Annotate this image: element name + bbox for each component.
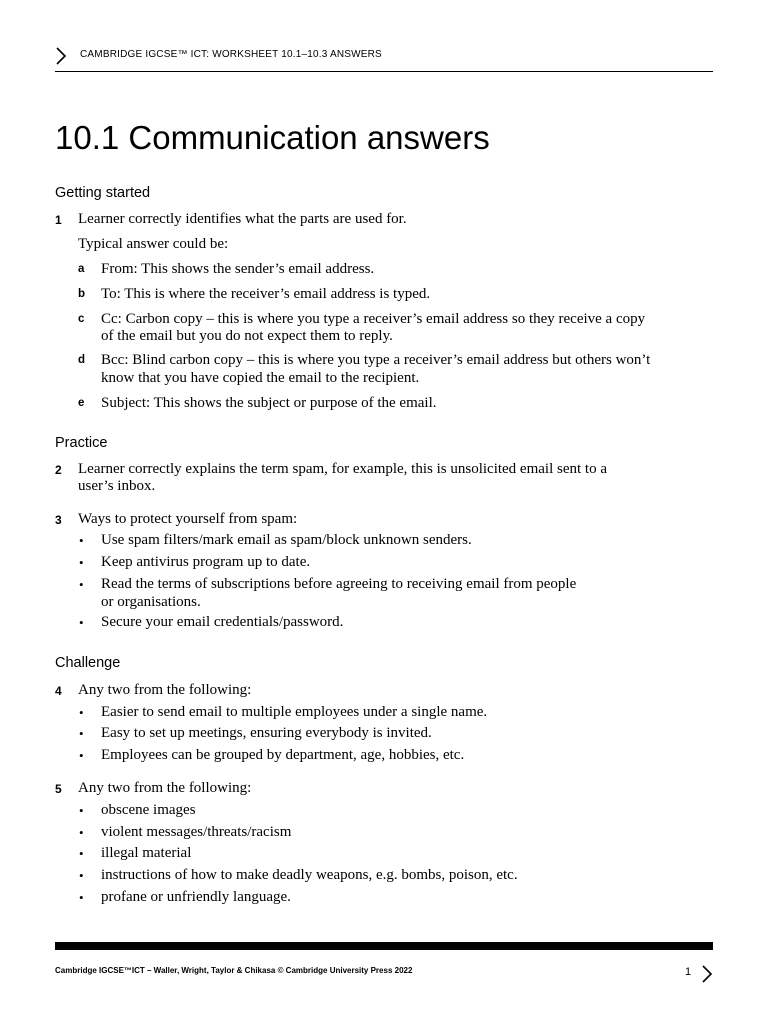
bullet-icon: • xyxy=(79,868,84,883)
bullet-icon: • xyxy=(79,803,84,818)
bullet-icon: • xyxy=(79,615,84,630)
question-number: 1 xyxy=(55,213,62,227)
answer-text: Any two from the following: xyxy=(78,682,252,698)
item-text: or organisations. xyxy=(101,594,201,610)
item-text: To: This is where the receiver’s email address is typed. xyxy=(101,286,431,302)
item-text: instructions of how to make deadly weapons, e.g. bombs, poison, etc. xyxy=(101,867,518,883)
chevron-right-icon xyxy=(54,46,68,66)
answer-text: Any two from the following: xyxy=(78,780,252,796)
bullet-icon: • xyxy=(79,825,84,840)
item-text: Use spam filters/mark email as spam/block unknown senders. xyxy=(101,532,472,548)
item-text: Employees can be grouped by department, age, hobbies, etc. xyxy=(101,747,465,763)
item-label: c xyxy=(78,313,85,325)
item-text: Bcc: Blind carbon copy – this is where you type a receiver’s email address but others won’t xyxy=(101,352,651,368)
section-heading-getting-started: Getting started xyxy=(55,185,151,201)
item-label: b xyxy=(78,288,86,300)
answer-lead: Typical answer could be: xyxy=(78,236,229,252)
item-text: Easy to set up meetings, ensuring everybody is invited. xyxy=(101,725,432,741)
question-number: 3 xyxy=(55,513,62,527)
question-number: 4 xyxy=(55,684,62,698)
bullet-icon: • xyxy=(79,748,84,763)
bullet-icon: • xyxy=(79,555,84,570)
item-text: violent messages/threats/racism xyxy=(101,824,292,840)
item-text: Keep antivirus program up to date. xyxy=(101,554,311,570)
section-heading-challenge: Challenge xyxy=(55,655,121,671)
bullet-icon: • xyxy=(79,846,84,861)
item-text: obscene images xyxy=(101,802,196,818)
next-page-chevron-icon[interactable] xyxy=(701,964,713,984)
item-text: Secure your email credentials/password. xyxy=(101,614,344,630)
page-number: 1 xyxy=(685,966,692,978)
footer-bar xyxy=(55,942,713,950)
answer-text: Learner correctly identifies what the parts are used for. xyxy=(78,211,407,227)
answer-text: Ways to protect yourself from spam: xyxy=(78,511,298,527)
item-text: Read the terms of subscriptions before agreeing to receiving email from people xyxy=(101,576,577,592)
question-number: 5 xyxy=(55,782,62,796)
question-number: 2 xyxy=(55,463,62,477)
bullet-icon: • xyxy=(79,577,84,592)
answer-text: Learner correctly explains the term spam, for example, this is unsolicited email sent to a xyxy=(78,461,607,477)
header-rule xyxy=(55,71,713,72)
item-text: profane or unfriendly language. xyxy=(101,889,291,905)
item-text: Cc: Carbon copy – this is where you type a receiver’s email address so they receive a copy xyxy=(101,311,646,327)
bullet-icon: • xyxy=(79,705,84,720)
item-label: d xyxy=(78,354,86,366)
item-text: of the email but you do not expect them to reply. xyxy=(101,328,393,344)
item-text: From: This shows the sender’s email address. xyxy=(101,261,375,277)
footer-copyright: Cambridge IGCSE™ICT – Waller, Wright, Taylor & Chikasa © Cambridge University Press 2022 xyxy=(55,966,413,975)
section-heading-practice: Practice xyxy=(55,435,108,451)
item-text: illegal material xyxy=(101,845,192,861)
running-header: CAMBRIDGE IGCSE™ ICT: WORKSHEET 10.1–10.3 ANSWERS xyxy=(80,49,382,60)
item-label: a xyxy=(78,263,85,275)
item-label: e xyxy=(78,397,85,409)
answer-text: user’s inbox. xyxy=(78,478,156,494)
item-text: Subject: This shows the subject or purpose of the email. xyxy=(101,395,437,411)
bullet-icon: • xyxy=(79,533,84,548)
page-title: 10.1 Communication answers xyxy=(55,119,490,156)
bullet-icon: • xyxy=(79,890,84,905)
item-text: know that you have copied the email to the recipient. xyxy=(101,370,420,386)
bullet-icon: • xyxy=(79,726,84,741)
item-text: Easier to send email to multiple employees under a single name. xyxy=(101,704,488,720)
